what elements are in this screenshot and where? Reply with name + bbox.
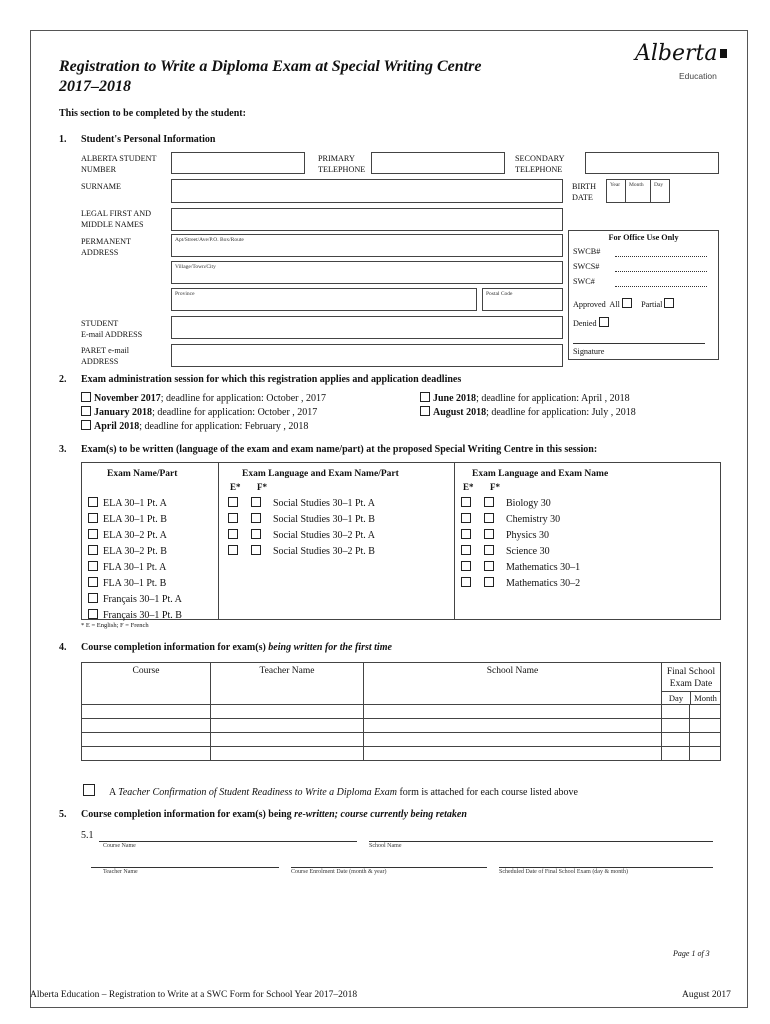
item-5-1-label: 5.1 <box>81 830 94 841</box>
birth-year-hint: Year <box>610 182 621 188</box>
course-row[interactable] <box>82 719 721 733</box>
approved-row <box>573 298 677 310</box>
parent-email-field[interactable] <box>171 344 563 367</box>
exam-ss301b-e-checkbox[interactable] <box>228 513 238 523</box>
legal-names-field[interactable] <box>171 208 563 231</box>
birth-date-label: BIRTH DATE <box>572 182 597 202</box>
title-line-1: Registration to Write a Diploma Exam at Special Writing Centre <box>59 58 482 75</box>
birth-month-hint: Month <box>629 182 644 188</box>
permanent-address-label: PERMANENT ADDRESS <box>81 237 132 257</box>
course-completion-table <box>81 662 721 761</box>
alberta-logo <box>635 41 735 81</box>
village-hint: Village/Town/City <box>175 264 216 270</box>
village-field[interactable] <box>171 261 563 284</box>
street-hint: Apt/Street/Ave/P.O. Box/Route <box>175 237 244 243</box>
teacher-confirmation-row: A Teacher Confirmation of Student Readiness to Write a Diploma Exam form is attached for each course listed above <box>83 784 578 798</box>
session-april-checkbox[interactable] <box>81 420 91 430</box>
col2-f-label: F* <box>257 482 267 492</box>
exam-ela301b-checkbox[interactable] <box>88 513 98 523</box>
footer-date: August 2017 <box>682 990 731 1000</box>
school-name-line[interactable] <box>369 841 713 842</box>
primary-phone-field[interactable] <box>371 152 505 174</box>
exam-fla301a-checkbox[interactable] <box>88 561 98 571</box>
logo-text: Alberta <box>635 41 718 66</box>
signature-label: Signature <box>573 347 605 356</box>
province-hint: Province <box>175 291 195 297</box>
exam-sci30-e-checkbox[interactable] <box>461 545 471 555</box>
exam-bio30-e-checkbox[interactable] <box>461 497 471 507</box>
exam-sci30: Science 30 <box>461 545 550 557</box>
secondary-phone-label: SECONDARY TELEPHONE <box>515 154 565 174</box>
scheduled-date-label: Scheduled Date of Final School Exam (day & month) <box>499 869 628 875</box>
enrolment-date-label: Course Enrolment Date (month & year) <box>291 869 387 875</box>
exam-ss302a-f-checkbox[interactable] <box>251 529 261 539</box>
teacher-name-line[interactable] <box>91 867 279 868</box>
exam-math302-e-checkbox[interactable] <box>461 577 471 587</box>
exam-ss301b: Social Studies 30–1 Pt. B <box>228 513 375 525</box>
exam-ela301b: ELA 30–1 Pt. B <box>88 513 167 525</box>
exam-fla301a: FLA 30–1 Pt. A <box>88 561 166 573</box>
primary-phone-label: PRIMARY TELEPHONE <box>318 154 366 174</box>
page-number: Page 1 of 3 <box>673 949 710 958</box>
col3-f-label: F* <box>490 482 500 492</box>
session-november: November 2017; deadline for application: October , 2017 <box>81 392 326 405</box>
exam-sci30-f-checkbox[interactable] <box>484 545 494 555</box>
section-3-heading: 3. Exam(s) to be written (language of the exam and exam name/part) at the proposed Special Writing Centre in this session: <box>59 444 598 455</box>
exam-chem30: Chemistry 30 <box>461 513 560 525</box>
swcs-label: SWCS# <box>573 262 600 271</box>
approved-all-checkbox[interactable] <box>622 298 632 308</box>
col-course-header: Course <box>82 663 211 705</box>
title-line-2: 2017–2018 <box>59 78 131 95</box>
session-april: April 2018; deadline for application: February , 2018 <box>81 420 308 433</box>
col-exam-name-header: Exam Name/Part <box>107 469 178 479</box>
exam-chem30-e-checkbox[interactable] <box>461 513 471 523</box>
exam-math301: Mathematics 30–1 <box>461 561 580 573</box>
course-name-line[interactable] <box>99 841 357 842</box>
exam-ss302b: Social Studies 30–2 Pt. B <box>228 545 375 557</box>
course-table-header <box>82 663 721 705</box>
section-1-heading: 1. Student's Personal Information <box>59 134 216 145</box>
session-august-checkbox[interactable] <box>420 406 430 416</box>
col-school-header: School Name <box>364 663 662 705</box>
exam-ss301a-f-checkbox[interactable] <box>251 497 261 507</box>
exam-ss302a-e-checkbox[interactable] <box>228 529 238 539</box>
swcb-line[interactable] <box>615 256 707 257</box>
form-title <box>59 57 481 97</box>
postal-code-field[interactable] <box>482 288 563 311</box>
swcs-line[interactable] <box>615 271 707 272</box>
col-month-header: Month <box>694 693 717 703</box>
col-teacher-header: Teacher Name <box>211 663 364 705</box>
approved-partial-checkbox[interactable] <box>664 298 674 308</box>
exam-ss302b-e-checkbox[interactable] <box>228 545 238 555</box>
asn-field[interactable] <box>171 152 305 174</box>
session-november-checkbox[interactable] <box>81 392 91 402</box>
col3-e-label: E* <box>463 482 474 492</box>
swc-line[interactable] <box>615 286 707 287</box>
birth-year-field[interactable] <box>606 179 626 203</box>
province-field[interactable] <box>171 288 477 311</box>
exam-fr301a: Français 30–1 Pt. A <box>88 593 182 605</box>
teacher-name-label: Teacher Name <box>103 869 138 875</box>
session-august: August 2018; deadline for application: July , 2018 <box>420 406 636 419</box>
exam-math302: Mathematics 30–2 <box>461 577 580 589</box>
swc-label: SWC# <box>573 277 595 286</box>
exam-phys30-f-checkbox[interactable] <box>484 529 494 539</box>
swcb-label: SWCB# <box>573 247 601 256</box>
postal-hint: Postal Code <box>486 291 513 297</box>
exam-ss301a: Social Studies 30–1 Pt. A <box>228 497 375 509</box>
session-june: June 2018; deadline for application: April , 2018 <box>420 392 630 405</box>
secondary-phone-field[interactable] <box>585 152 719 174</box>
exam-math301-f-checkbox[interactable] <box>484 561 494 571</box>
exam-selection-table <box>81 462 721 620</box>
exam-fr301b: Français 30–1 Pt. B <box>88 609 182 621</box>
course-row[interactable] <box>82 747 721 761</box>
parent-email-label: PARET e-mail ADDRESS <box>81 346 129 366</box>
exam-ss301b-f-checkbox[interactable] <box>251 513 261 523</box>
exam-ss302b-f-checkbox[interactable] <box>251 545 261 555</box>
col2-e-label: E* <box>230 482 241 492</box>
language-footnote: * E = English; F = French <box>81 622 149 629</box>
course-row[interactable] <box>82 733 721 747</box>
exam-fr301a-checkbox[interactable] <box>88 593 98 603</box>
exam-ela302a-checkbox[interactable] <box>88 529 98 539</box>
exam-fla301b: FLA 30–1 Pt. B <box>88 577 166 589</box>
col-exam-lang-part-header: Exam Language and Exam Name/Part <box>242 469 399 479</box>
student-email-label: STUDENT E-mail ADDRESS <box>81 319 143 339</box>
footer-left: Alberta Education – Registration to Write at a SWC Form for School Year 2017–2018 <box>30 990 358 1000</box>
instruction-text: This section to be completed by the student: <box>59 108 246 119</box>
exam-bio30: Biology 30 <box>461 497 551 509</box>
exam-phys30-e-checkbox[interactable] <box>461 529 471 539</box>
logo-subtext: Education <box>679 71 717 81</box>
office-use-box <box>568 230 719 360</box>
col-final-exam-header: Final School Exam Date Day Month <box>662 663 721 705</box>
exam-ela301a-checkbox[interactable] <box>88 497 98 507</box>
exam-bio30-f-checkbox[interactable] <box>484 497 494 507</box>
partial-label: Partial <box>641 300 663 309</box>
surname-label: SURNAME <box>81 182 122 191</box>
exam-ss302a: Social Studies 30–2 Pt. A <box>228 529 375 541</box>
exam-fla301b-checkbox[interactable] <box>88 577 98 587</box>
course-row[interactable] <box>82 705 721 719</box>
exam-ela302b-checkbox[interactable] <box>88 545 98 555</box>
session-june-checkbox[interactable] <box>420 392 430 402</box>
exam-fr301b-checkbox[interactable] <box>88 609 98 619</box>
exam-math302-f-checkbox[interactable] <box>484 577 494 587</box>
section-5-heading: 5. Course completion information for exam(s) being re-written; course currently being retaken <box>59 809 467 820</box>
section-2-heading: 2. Exam administration session for which this registration applies and application deadlines <box>59 374 462 385</box>
course-name-label: Course Name <box>103 843 136 849</box>
school-name-label: School Name <box>369 843 402 849</box>
surname-field[interactable] <box>171 179 563 203</box>
col-exam-lang-name-header: Exam Language and Exam Name <box>472 469 609 479</box>
office-use-title: For Office Use Only <box>608 233 679 242</box>
scheduled-date-line[interactable] <box>499 867 713 868</box>
denied-checkbox[interactable] <box>599 317 609 327</box>
exam-phys30: Physics 30 <box>461 529 549 541</box>
form-page <box>30 30 748 1008</box>
street-field[interactable] <box>171 234 563 257</box>
student-email-field[interactable] <box>171 316 563 339</box>
asn-label: ALBERTA STUDENT NUMBER <box>81 154 157 174</box>
exam-ela302b: ELA 30–2 Pt. B <box>88 545 167 557</box>
denied-label: Denied <box>573 319 597 328</box>
exam-ss301a-e-checkbox[interactable] <box>228 497 238 507</box>
birth-month-field[interactable] <box>625 179 651 203</box>
approved-label: Approved <box>573 300 606 309</box>
section-4-heading: 4. Course completion information for exam(s) being written for the first time <box>59 642 392 653</box>
session-january-checkbox[interactable] <box>81 406 91 416</box>
exam-ela301a: ELA 30–1 Pt. A <box>88 497 167 509</box>
teacher-confirmation-checkbox[interactable] <box>83 784 95 796</box>
signature-line[interactable] <box>573 343 705 344</box>
birth-day-hint: Day <box>654 182 664 188</box>
birth-day-field[interactable] <box>650 179 670 203</box>
exam-chem30-f-checkbox[interactable] <box>484 513 494 523</box>
all-label: All <box>609 300 620 309</box>
exam-math301-e-checkbox[interactable] <box>461 561 471 571</box>
legal-names-label: LEGAL FIRST AND MIDDLE NAMES <box>81 209 152 229</box>
session-january: January 2018; deadline for application: October , 2017 <box>81 406 317 419</box>
denied-row <box>573 317 612 329</box>
enrolment-date-line[interactable] <box>291 867 487 868</box>
exam-ela302a: ELA 30–2 Pt. A <box>88 529 167 541</box>
col-day-header: Day <box>662 692 691 704</box>
logo-mark-icon <box>720 49 727 58</box>
